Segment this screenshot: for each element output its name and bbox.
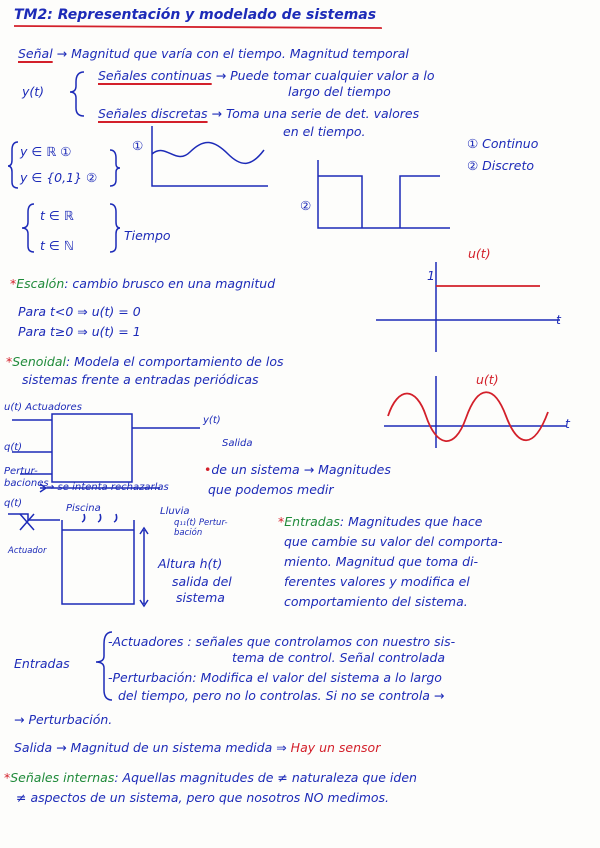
internas-l1: : Aquellas magnitudes de ≠ naturaleza que iden [114,770,417,785]
block-box [52,414,132,482]
entradas-def-l3: miento. Magnitud que toma di- [284,554,479,569]
block-salida-text1: de un sistema → Magnitudes [211,462,391,477]
entradas-def-l4: ferentes valores y modifica el [284,574,470,589]
salida-text: Salida → Magnitud de un sistema medida ⇒ [14,740,291,755]
entradas-brace [96,632,112,700]
senal-label: Señal [18,46,53,61]
senoidal-def1: : Modela el comportamiento de los [66,354,284,369]
continuas-label: Señales continuas [98,68,212,83]
graph2-axes [318,160,450,228]
senoidal-graph-label: u(t) [476,372,499,387]
escalon-label: Escalón [16,276,65,291]
escalon-graph-t: t [556,312,561,327]
graph2-marker: ② [300,198,312,213]
tank-height-arrow [140,528,148,606]
escalon-graph-label: u(t) [468,246,491,261]
block-pert-label: Pertur- baciones [4,466,49,489]
tank-q-label: q(t) [4,498,23,509]
internas-label: Señales internas [10,770,115,785]
title-underline [14,26,382,28]
escalon-axes [376,262,560,352]
tiempo-label: Tiempo [124,228,171,243]
entradas-pert2: del tiempo, pero no lo controlas. Si no se controla → [118,688,445,703]
tank-q11: q₁₁(t) Pertur- bación [174,518,228,538]
tank-salida: salida del [172,574,232,589]
legend-discreto: ② Discreto [467,158,535,173]
senoidal-line: *Senoidal: Modela el comportamiento de los [6,354,284,369]
entradas-pert3: → Perturbación. [14,712,113,727]
y-brace [70,72,84,116]
entradas-label: Entradas [14,656,70,671]
entradas-def-l5: comportamiento del sistema. [284,594,468,609]
tank-lluvia: Lluvia [160,506,190,517]
t-nat: t ∈ ℕ [40,238,74,253]
t-real: t ∈ ℝ [40,208,74,223]
tank-actuador: Actuador [8,546,47,556]
yset-brace [8,142,18,188]
entradas-act2: tema de control. Señal controlada [232,650,446,665]
yset-brace-right [110,150,120,186]
senal-def: → Magnitud que varía con el tiempo. Magnitud temporal [56,46,409,61]
block-u-label: u(t) Actuadores [4,402,82,413]
entradas-act1: -Actuadores : señales que controlamos con nuestro sis- [108,634,456,649]
senoidal-wave [388,392,548,441]
continuas-def: → Puede tomar cualquier valor a lo [215,68,435,83]
block-bottom-label: → se intenta rechazarlas [46,482,169,493]
entradas-def-l2: que cambie su valor del comporta- [284,534,503,549]
t-brace-left [22,204,34,252]
internas-line: *Señales internas: Aquellas magnitudes de ≠ naturaleza que iden [4,770,417,785]
tank-sistema: sistema [176,590,225,605]
graph1-curve [152,142,264,163]
tank-valve [20,514,34,530]
tank-piscina: Piscina [66,503,101,514]
t-brace-right [110,204,120,252]
legend-continuo: ① Continuo [467,136,539,151]
graph2-pulses [318,176,440,228]
senoidal-graph-t: t [565,416,570,431]
graph1-marker: ① [132,138,144,153]
senoidal-label: Senoidal [12,354,66,369]
block-y-label: y(t) [203,415,221,426]
salida-sensor: Hay un sensor [290,740,381,755]
internas-l2: ≠ aspectos de un sistema, pero que nosotros NO medimos. [16,790,389,805]
continuas-def2: largo del tiempo [288,84,391,99]
escalon-line: *Escalón: cambio brusco en una magnitud [10,276,276,291]
escalon-graph-one: 1 [427,268,435,283]
block-salida-label: Salida [222,438,253,449]
escalon-case1: Para t<0 ⇒ u(t) = 0 [18,304,141,319]
tank-walls [62,520,134,604]
escalon-def: : cambio brusco en una magnitud [64,276,276,291]
block-q-label: q(t) [4,442,23,453]
entradas-def-line: *Entradas: Magnitudes que hace [278,514,483,529]
block-salida-text: •de un sistema → Magnitudes [204,462,391,477]
y-set: y ∈ {0,1} ② [20,170,98,185]
graph1-axes [152,126,268,186]
escalon-case2: Para t≥0 ⇒ u(t) = 1 [18,324,141,339]
entradas-def-l1: : Magnitudes que hace [339,514,483,529]
discretas-def: → Toma una serie de det. valores [211,106,420,121]
tank-rain [82,514,117,522]
discretas-label: Señales discretas [98,106,208,121]
entradas-pert1: -Perturbación: Modifica el valor del sistema a lo largo [108,670,442,685]
block-reject-arrow [40,484,160,492]
block-arrows [12,420,200,474]
discretas-def2: en el tiempo. [283,124,366,139]
block-salida-text2: que podemos medir [208,482,334,497]
senoidal-axes [384,376,566,448]
senoidal-def2: sistemas frente a entradas periódicas [22,372,259,387]
y-real: y ∈ ℝ ① [20,144,72,159]
page-title: TM2: Representación y modelado de sistemas [14,7,377,23]
tank-altura: Altura h(t) [158,556,223,571]
y-of-t: y(t) [22,84,45,99]
entradas-def-label: Entradas [284,514,340,529]
